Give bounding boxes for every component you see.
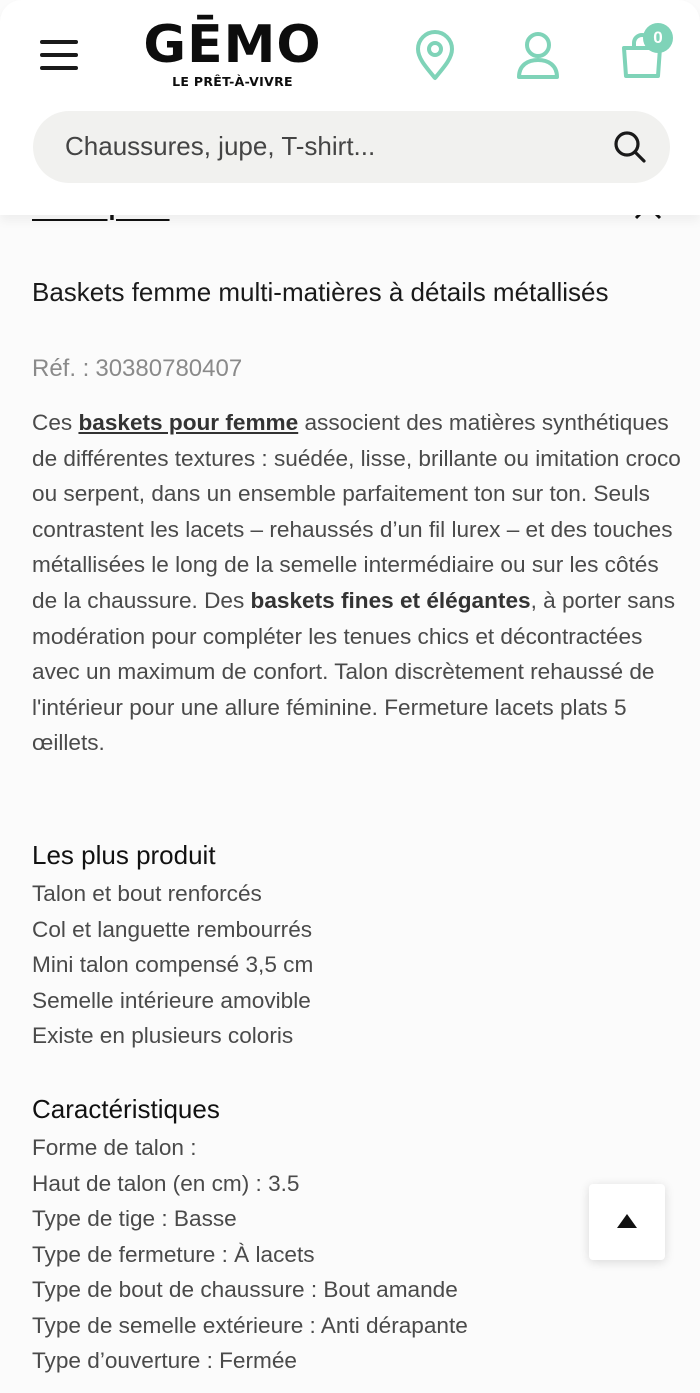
list-item: Type d’ouverture : Fermée — [32, 1348, 297, 1373]
site-header — [0, 0, 700, 215]
caracteristiques-list — [32, 1130, 468, 1379]
menu-icon[interactable] — [40, 40, 80, 70]
list-item: Semelle intérieure amovible — [32, 987, 311, 1013]
product-name: Baskets femme multi-matières à détails métallisés — [32, 277, 609, 307]
brand-tagline: LE PRÊT-À-VIVRE — [172, 74, 293, 89]
location-pin-icon[interactable] — [413, 30, 457, 82]
description-text: , à porter sans modération pour compléter les tenues chics et décontractées avec un maximum de confort. Talon discrètement rehaussé de l'intérieur pour une allure féminine. Fermeture lacets plats 5 œillets. — [32, 587, 675, 756]
list-item: Type de fermeture : À lacets — [32, 1241, 315, 1267]
ref-label: Réf. : — [32, 355, 90, 382]
list-item: Talon et bout renforcés — [32, 881, 262, 906]
list-item: Mini talon compensé 3,5 cm — [32, 952, 314, 977]
product-reference — [32, 355, 242, 383]
list-item: Forme de talon : — [32, 1135, 197, 1160]
product-description — [32, 405, 682, 761]
description-text: associent des matières synthétiques de différentes textures : suédée, lisse, brillante ou imitation croco ou serpent, dans un ensemble parfaitement ton sur ton. Seuls contrastent les lacets – rehaussés d’un fil lurex – et des touches métallisées le long de la semelle intermédiaire ou sur les côtés de la chaussure. Des — [32, 410, 681, 613]
search-icon[interactable] — [612, 129, 648, 165]
cart-count-badge[interactable]: 0 — [643, 23, 673, 53]
list-item: Type de bout de chaussure : Bout amande — [32, 1277, 458, 1302]
plus-produit-list — [32, 876, 313, 1054]
list-item: Haut de talon (en cm) : 3.5 — [32, 1170, 300, 1196]
search-input[interactable] — [33, 111, 670, 183]
user-icon[interactable] — [516, 30, 560, 82]
description-text: Ces — [32, 410, 79, 435]
plus-produit-title: Les plus produit — [32, 840, 216, 870]
list-item: Existe en plusieurs coloris — [32, 1023, 294, 1048]
brand-name: GĒMO — [143, 15, 322, 75]
ref-value: 30380780407 — [95, 355, 243, 382]
list-item: Type de tige : Basse — [32, 1206, 237, 1231]
list-item: Type de semelle extérieure : Anti dérapante — [32, 1312, 468, 1338]
baskets-femme-link[interactable]: baskets pour femme — [78, 410, 299, 435]
back-to-top-button[interactable] — [589, 1184, 665, 1260]
brand-logo[interactable] — [140, 14, 325, 99]
description-bold: baskets fines et élégantes — [250, 587, 531, 613]
triangle-up-icon — [617, 1214, 637, 1228]
list-item: Col et languette rembourrés — [32, 916, 313, 942]
search-placeholder: Chaussures, jupe, T-shirt... — [65, 131, 376, 161]
caracteristiques-title: Caractéristiques — [32, 1094, 220, 1124]
